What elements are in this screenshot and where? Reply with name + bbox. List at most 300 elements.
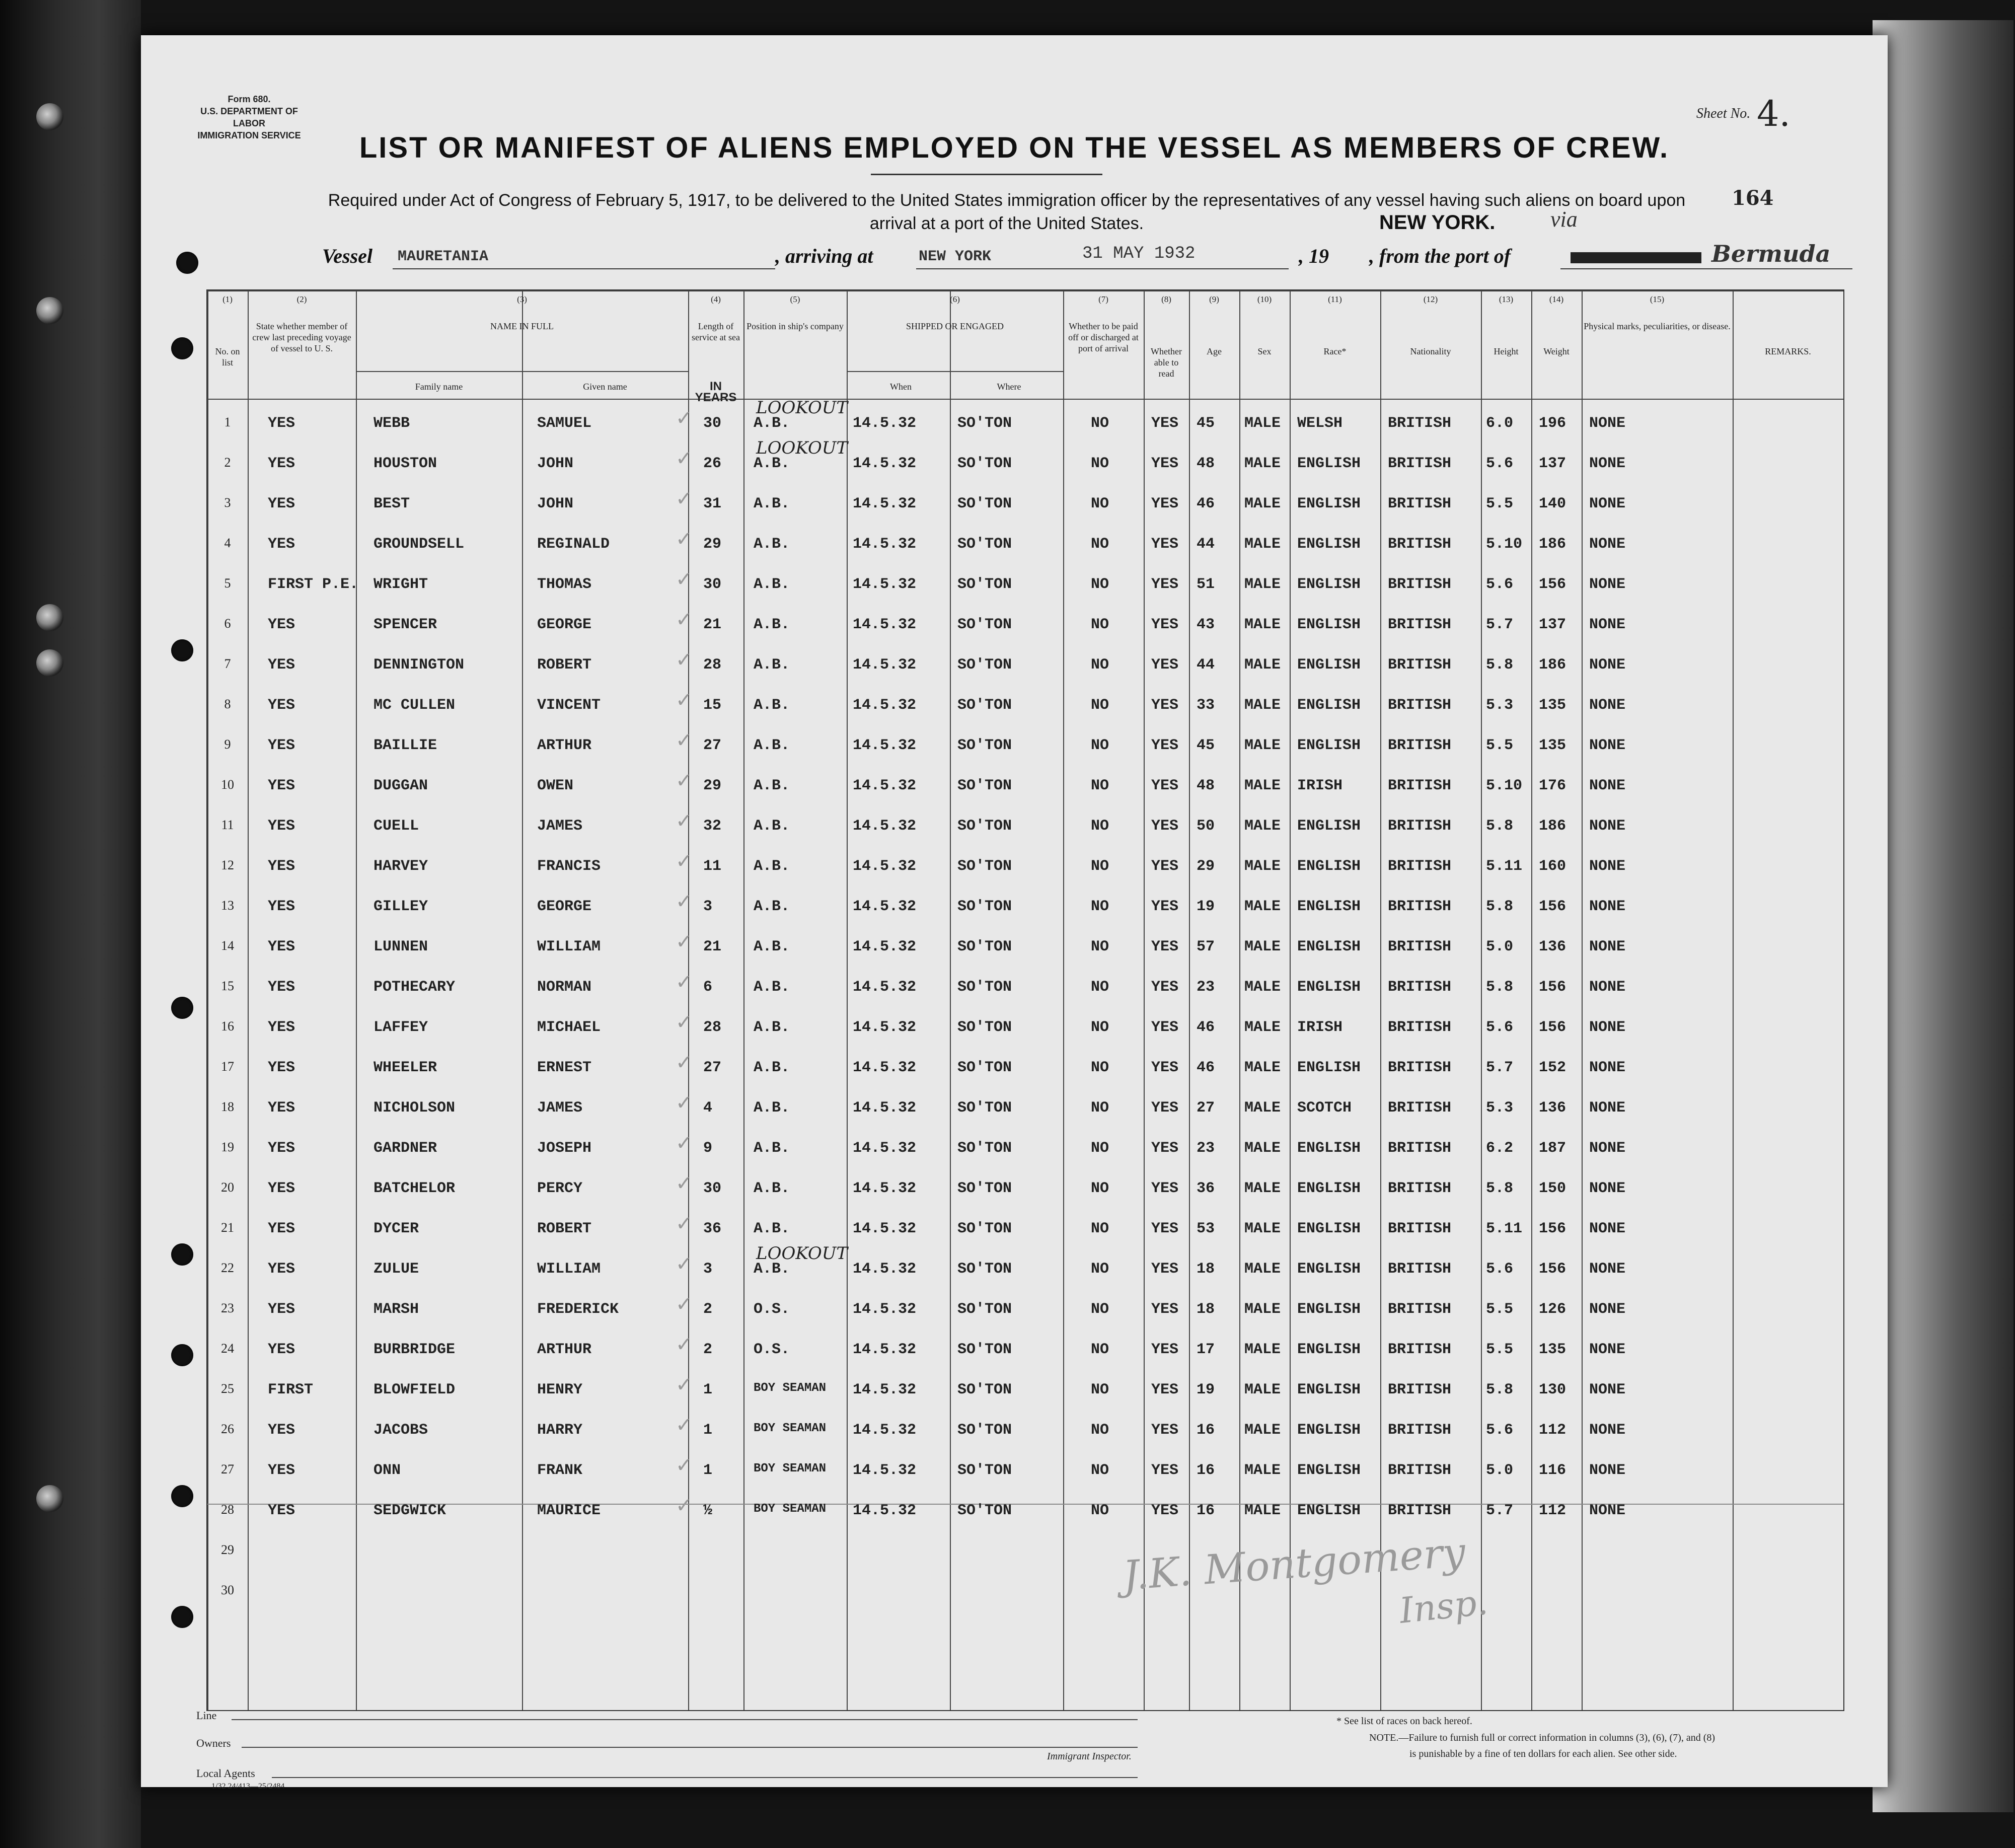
footer-rule	[242, 1747, 1138, 1748]
cell-nat: BRITISH	[1388, 1099, 1452, 1117]
cell-when: 14.5.32	[853, 1099, 917, 1117]
cell-given: ROBERT	[537, 1220, 592, 1237]
cell-prev: YES	[268, 737, 295, 754]
cell-marks: NONE	[1589, 656, 1626, 674]
cell-weight: 136	[1539, 938, 1566, 955]
form-department: U.S. DEPARTMENT OF LABOR	[200, 106, 298, 128]
cell-marks: NONE	[1589, 1422, 1626, 1439]
cell-sex: MALE	[1244, 536, 1281, 553]
cell-prev: FIRST	[268, 1381, 314, 1398]
cell-race: ENGLISH	[1297, 1502, 1361, 1519]
page-title: LIST OR MANIFEST OF ALIENS EMPLOYED ON THE VESSEL AS MEMBERS OF CREW.	[359, 131, 1670, 164]
cell-sex: MALE	[1244, 1140, 1281, 1157]
column-number: (8)	[1161, 294, 1171, 304]
col-rule	[1582, 290, 1583, 1710]
row-number: 6	[224, 616, 231, 631]
column-header: Position in ship's company	[747, 321, 844, 331]
cell-paid: NO	[1091, 1099, 1109, 1117]
cell-weight: 156	[1539, 979, 1566, 996]
cell-read: YES	[1151, 938, 1179, 955]
cell-prev: YES	[268, 1462, 295, 1479]
cell-race: ENGLISH	[1297, 656, 1361, 674]
cell-weight: 176	[1539, 777, 1566, 794]
cell-family: DENNINGTON	[374, 656, 465, 674]
cell-nat: BRITISH	[1388, 455, 1452, 472]
cell-paid: NO	[1091, 1059, 1109, 1076]
cell-years: 1	[703, 1462, 713, 1479]
cell-prev: YES	[268, 777, 295, 794]
cell-prev: YES	[268, 697, 295, 714]
cell-age: 51	[1197, 576, 1215, 593]
cell-position: A.B.	[754, 1099, 790, 1117]
cell-weight: 112	[1539, 1422, 1566, 1439]
cell-position: A.B.	[754, 536, 790, 553]
cell-where: SO'TON	[957, 898, 1012, 915]
cell-weight: 150	[1539, 1180, 1566, 1197]
cell-family: DUGGAN	[374, 777, 428, 794]
binder-spine	[0, 0, 141, 1848]
cell-weight: 156	[1539, 576, 1566, 593]
cell-race: ENGLISH	[1297, 455, 1361, 472]
column-header: Physical marks, peculiarities, or disease.	[1584, 321, 1731, 331]
column-number: (7)	[1098, 294, 1108, 304]
cell-read: YES	[1151, 697, 1179, 714]
cell-paid: NO	[1091, 858, 1109, 875]
column-note: IN YEARS	[695, 380, 737, 404]
cell-years: 29	[703, 536, 722, 553]
header-rule	[847, 371, 1063, 372]
cell-sex: MALE	[1244, 858, 1281, 875]
column-header: No. on list	[215, 346, 240, 367]
cell-family: BURBRIDGE	[374, 1341, 456, 1358]
cell-read: YES	[1151, 1180, 1179, 1197]
cell-where: SO'TON	[957, 656, 1012, 674]
cell-position: A.B.	[754, 979, 790, 996]
cell-marks: NONE	[1589, 576, 1626, 593]
check-mark: ✓	[676, 769, 693, 792]
cell-weight: 186	[1539, 656, 1566, 674]
cell-paid: NO	[1091, 415, 1109, 432]
cell-when: 14.5.32	[853, 1381, 917, 1398]
cell-read: YES	[1151, 737, 1179, 754]
cell-height: 5.5	[1486, 495, 1514, 512]
cell-family: ONN	[374, 1462, 401, 1479]
cell-paid: NO	[1091, 1462, 1109, 1479]
col-rule	[1239, 290, 1240, 1710]
cell-age: 46	[1197, 1019, 1215, 1036]
cell-age: 27	[1197, 1099, 1215, 1117]
cell-marks: NONE	[1589, 616, 1626, 633]
cell-position: BOY SEAMAN	[754, 1502, 827, 1516]
cell-read: YES	[1151, 455, 1179, 472]
column-subheader: Given name	[583, 382, 627, 392]
cell-paid: NO	[1091, 495, 1109, 512]
cell-when: 14.5.32	[853, 818, 917, 835]
cell-read: YES	[1151, 858, 1179, 875]
column-number: (10)	[1257, 294, 1272, 304]
cell-given: WILLIAM	[537, 938, 601, 955]
cell-race: ENGLISH	[1297, 1381, 1361, 1398]
cell-paid: NO	[1091, 979, 1109, 996]
cell-sex: MALE	[1244, 495, 1281, 512]
cell-marks: NONE	[1589, 818, 1626, 835]
cell-position: A.B.	[754, 697, 790, 714]
column-number: (12)	[1423, 294, 1438, 304]
check-mark: ✓	[676, 648, 693, 672]
cell-years: 26	[703, 455, 722, 472]
cell-paid: NO	[1091, 777, 1109, 794]
manifest-sheet	[141, 35, 1888, 1791]
form-service: IMMIGRATION SERVICE	[197, 130, 301, 140]
cell-where: SO'TON	[957, 1381, 1012, 1398]
column-subheader: Where	[997, 382, 1021, 392]
cell-height: 5.8	[1486, 656, 1514, 674]
cell-paid: NO	[1091, 1381, 1109, 1398]
cell-nat: BRITISH	[1388, 1059, 1452, 1076]
cell-given: VINCENT	[537, 697, 601, 714]
cell-weight: 136	[1539, 1099, 1566, 1117]
cell-when: 14.5.32	[853, 938, 917, 955]
footer-agents-label: Local Agents	[196, 1767, 255, 1780]
cell-years: 9	[703, 1140, 713, 1157]
cell-years: 28	[703, 1019, 722, 1036]
cell-where: SO'TON	[957, 938, 1012, 955]
cell-read: YES	[1151, 1019, 1179, 1036]
cell-given: JOSEPH	[537, 1140, 592, 1157]
cell-position: A.B.	[754, 777, 790, 794]
cell-weight: 112	[1539, 1502, 1566, 1519]
row-number: 3	[224, 495, 231, 510]
cell-given: NORMAN	[537, 979, 592, 996]
cell-sex: MALE	[1244, 1462, 1281, 1479]
cell-weight: 152	[1539, 1059, 1566, 1076]
cell-read: YES	[1151, 1140, 1179, 1157]
check-mark: ✓	[676, 1011, 693, 1034]
row-number: 20	[221, 1180, 234, 1195]
cell-position: O.S.	[754, 1341, 790, 1358]
cell-nat: BRITISH	[1388, 777, 1452, 794]
cell-nat: BRITISH	[1388, 858, 1452, 875]
cell-when: 14.5.32	[853, 1180, 917, 1197]
column-number: (1)	[222, 294, 233, 304]
cell-family: GARDNER	[374, 1140, 437, 1157]
sheet-number-value: 4.	[1757, 93, 1790, 134]
column-header: Height	[1494, 346, 1519, 356]
cell-age: 53	[1197, 1220, 1215, 1237]
cell-given: GEORGE	[537, 616, 592, 633]
cell-nat: BRITISH	[1388, 1381, 1452, 1398]
header-rule	[207, 290, 1843, 291]
cell-read: YES	[1151, 818, 1179, 835]
row-number: 1	[224, 415, 231, 429]
cell-where: SO'TON	[957, 1462, 1012, 1479]
cell-given: ARTHUR	[537, 737, 592, 754]
footer-inspector-label: Immigrant Inspector.	[1047, 1751, 1132, 1762]
cell-years: 32	[703, 818, 722, 835]
cell-prev: YES	[268, 898, 295, 915]
cell-when: 14.5.32	[853, 576, 917, 593]
cell-when: 14.5.32	[853, 1140, 917, 1157]
cell-nat: BRITISH	[1388, 737, 1452, 754]
cell-paid: NO	[1091, 1502, 1109, 1519]
cell-when: 14.5.32	[853, 1220, 917, 1237]
cell-family: BEST	[374, 495, 410, 512]
cell-given: SAMUEL	[537, 415, 592, 432]
column-header: Weight	[1543, 346, 1570, 356]
cell-given: ERNEST	[537, 1059, 592, 1076]
row-number: 30	[221, 1583, 234, 1597]
cell-read: YES	[1151, 898, 1179, 915]
cell-family: HOUSTON	[374, 455, 437, 472]
cell-read: YES	[1151, 1502, 1179, 1519]
cell-height: 5.7	[1486, 1059, 1514, 1076]
cell-age: 46	[1197, 495, 1215, 512]
cell-when: 14.5.32	[853, 1462, 917, 1479]
cell-years: 15	[703, 697, 722, 714]
col-rule	[1063, 290, 1064, 1710]
cell-prev: YES	[268, 979, 295, 996]
cell-race: ENGLISH	[1297, 858, 1361, 875]
cell-nat: BRITISH	[1388, 495, 1452, 512]
row-number: 11	[221, 818, 234, 832]
cell-race: IRISH	[1297, 777, 1343, 794]
cell-marks: NONE	[1589, 1381, 1626, 1398]
check-mark: ✓	[676, 1172, 693, 1195]
col-rule	[1733, 290, 1734, 1710]
cell-age: 36	[1197, 1180, 1215, 1197]
cell-marks: NONE	[1589, 1502, 1626, 1519]
cell-prev: YES	[268, 1019, 295, 1036]
cell-weight: 186	[1539, 818, 1566, 835]
cell-age: 16	[1197, 1502, 1215, 1519]
cell-when: 14.5.32	[853, 979, 917, 996]
cell-years: 21	[703, 938, 722, 955]
column-number: (15)	[1650, 294, 1665, 304]
row-number: 23	[221, 1301, 234, 1315]
check-mark: ✓	[676, 1091, 693, 1115]
cell-where: SO'TON	[957, 495, 1012, 512]
cell-race: ENGLISH	[1297, 616, 1361, 633]
cell-race: SCOTCH	[1297, 1099, 1352, 1117]
cell-when: 14.5.32	[853, 656, 917, 674]
cell-paid: NO	[1091, 1019, 1109, 1036]
cell-where: SO'TON	[957, 415, 1012, 432]
col-rule	[356, 290, 357, 1710]
cell-position: A.B.	[754, 737, 790, 754]
cell-race: ENGLISH	[1297, 1462, 1361, 1479]
cell-family: WHEELER	[374, 1059, 437, 1076]
footnote-races: * See list of races on back hereof.	[1336, 1716, 1472, 1727]
cell-race: ENGLISH	[1297, 1341, 1361, 1358]
cell-sex: MALE	[1244, 979, 1281, 996]
cell-marks: NONE	[1589, 536, 1626, 553]
cell-family: HARVEY	[374, 858, 428, 875]
cell-when: 14.5.32	[853, 536, 917, 553]
cell-read: YES	[1151, 576, 1179, 593]
cell-given: MAURICE	[537, 1502, 601, 1519]
cell-read: YES	[1151, 656, 1179, 674]
col-rule	[950, 290, 951, 1710]
cell-prev: YES	[268, 495, 295, 512]
cell-height: 5.6	[1486, 1422, 1514, 1439]
cell-where: SO'TON	[957, 1261, 1012, 1278]
check-mark: ✓	[676, 487, 693, 510]
cell-given: JOHN	[537, 455, 574, 472]
col-rule	[1290, 290, 1291, 1710]
cell-position: A.B.	[754, 858, 790, 875]
cell-nat: BRITISH	[1388, 898, 1452, 915]
check-mark: ✓	[676, 447, 693, 470]
cell-when: 14.5.32	[853, 697, 917, 714]
punch-hole	[171, 1344, 193, 1366]
cell-sex: MALE	[1244, 938, 1281, 955]
cell-nat: BRITISH	[1388, 1220, 1452, 1237]
check-mark: ✓	[676, 1293, 693, 1316]
cell-given: FRANK	[537, 1462, 583, 1479]
cell-marks: NONE	[1589, 1462, 1626, 1479]
row-number: 24	[221, 1341, 234, 1356]
cell-weight: 135	[1539, 1341, 1566, 1358]
cell-race: ENGLISH	[1297, 1220, 1361, 1237]
cell-weight: 116	[1539, 1462, 1566, 1479]
cell-weight: 140	[1539, 495, 1566, 512]
cell-paid: NO	[1091, 697, 1109, 714]
column-number: (9)	[1209, 294, 1219, 304]
column-header: State whether member of crew last preceding voyage of vessel to U. S.	[252, 321, 351, 353]
year-label: , 19	[1299, 245, 1329, 267]
cell-sex: MALE	[1244, 697, 1281, 714]
cell-when: 14.5.32	[853, 455, 917, 472]
cell-marks: NONE	[1589, 777, 1626, 794]
cell-prev: YES	[268, 656, 295, 674]
column-number: (4)	[711, 294, 721, 304]
cell-age: 16	[1197, 1462, 1215, 1479]
cell-marks: NONE	[1589, 979, 1626, 996]
cell-age: 45	[1197, 415, 1215, 432]
cell-read: YES	[1151, 1059, 1179, 1076]
cell-family: GROUNDSELL	[374, 536, 465, 553]
cell-prev: YES	[268, 1422, 295, 1439]
cell-paid: NO	[1091, 1140, 1109, 1157]
col-rule	[1481, 290, 1482, 1710]
column-subheader: When	[890, 382, 912, 392]
cell-sex: MALE	[1244, 1502, 1281, 1519]
date-stamp: 31 MAY 1932	[1082, 244, 1196, 263]
cell-given: GEORGE	[537, 898, 592, 915]
cell-sex: MALE	[1244, 1019, 1281, 1036]
cell-paid: NO	[1091, 576, 1109, 593]
cell-read: YES	[1151, 1301, 1179, 1318]
cell-sex: MALE	[1244, 656, 1281, 674]
cell-years: 6	[703, 979, 713, 996]
cell-years: 28	[703, 656, 722, 674]
cell-age: 48	[1197, 455, 1215, 472]
col-rule	[1189, 290, 1190, 1710]
cell-nat: BRITISH	[1388, 656, 1452, 674]
cell-age: 50	[1197, 818, 1215, 835]
cell-nat: BRITISH	[1388, 1462, 1452, 1479]
cell-weight: 135	[1539, 697, 1566, 714]
cell-where: SO'TON	[957, 1220, 1012, 1237]
cell-sex: MALE	[1244, 1220, 1281, 1237]
cell-paid: NO	[1091, 656, 1109, 674]
cell-prev: YES	[268, 1180, 295, 1197]
col-rule	[1531, 290, 1532, 1710]
column-number: (2)	[296, 294, 307, 304]
cell-position: BOY SEAMAN	[754, 1381, 827, 1395]
cell-given: HARRY	[537, 1422, 583, 1439]
column-subheader: Family name	[415, 382, 463, 392]
cell-paid: NO	[1091, 1180, 1109, 1197]
cell-position: A.B.	[754, 415, 790, 432]
cell-family: BATCHELOR	[374, 1180, 456, 1197]
cell-years: 21	[703, 616, 722, 633]
check-mark: ✓	[676, 971, 693, 994]
cell-where: SO'TON	[957, 777, 1012, 794]
arriving-label: , arriving at	[775, 245, 873, 267]
cell-position: A.B.	[754, 938, 790, 955]
cell-height: 5.7	[1486, 1502, 1514, 1519]
cell-weight: 126	[1539, 1301, 1566, 1318]
cell-height: 5.6	[1486, 1019, 1514, 1036]
cell-race: ENGLISH	[1297, 697, 1361, 714]
punch-hole	[171, 997, 193, 1019]
cell-age: 19	[1197, 1381, 1215, 1398]
cell-years: 31	[703, 495, 722, 512]
row-number: 26	[221, 1422, 234, 1436]
cell-sex: MALE	[1244, 455, 1281, 472]
cell-years: 27	[703, 737, 722, 754]
cell-height: 5.0	[1486, 1462, 1514, 1479]
cell-prev: YES	[268, 415, 295, 432]
cell-age: 46	[1197, 1059, 1215, 1076]
cell-race: ENGLISH	[1297, 898, 1361, 915]
cell-race: ENGLISH	[1297, 938, 1361, 955]
print-code: 1/32 24/413—25/2484	[211, 1782, 285, 1791]
row-number: 22	[221, 1261, 234, 1275]
cell-height: 5.11	[1486, 858, 1523, 875]
sheet-number-label: Sheet No.	[1696, 106, 1751, 121]
cell-race: ENGLISH	[1297, 1059, 1361, 1076]
check-mark: ✓	[676, 568, 693, 591]
vessel-name: MAURETANIA	[398, 248, 489, 265]
cell-height: 5.0	[1486, 938, 1514, 955]
cell-position: A.B.	[754, 1019, 790, 1036]
cell-paid: NO	[1091, 898, 1109, 915]
cell-family: DYCER	[374, 1220, 419, 1237]
cell-years: 11	[703, 858, 722, 875]
cell-where: SO'TON	[957, 1180, 1012, 1197]
cell-where: SO'TON	[957, 1099, 1012, 1117]
cell-where: SO'TON	[957, 858, 1012, 875]
cell-marks: NONE	[1589, 1140, 1626, 1157]
cell-marks: NONE	[1589, 1059, 1626, 1076]
cell-nat: BRITISH	[1388, 1140, 1452, 1157]
column-header: Whether to be paid off or discharged at port of arrival	[1068, 321, 1139, 353]
cell-family: WEBB	[374, 415, 410, 432]
cell-race: ENGLISH	[1297, 1261, 1361, 1278]
row-number: 28	[221, 1502, 234, 1517]
check-mark: ✓	[676, 850, 693, 873]
cell-where: SO'TON	[957, 1059, 1012, 1076]
cell-prev: YES	[268, 616, 295, 633]
cell-height: 5.6	[1486, 455, 1514, 472]
cell-height: 5.5	[1486, 1301, 1514, 1318]
cell-height: 5.10	[1486, 777, 1523, 794]
vessel-line	[221, 240, 1831, 279]
cell-marks: NONE	[1589, 858, 1626, 875]
cell-height: 5.3	[1486, 1099, 1514, 1117]
